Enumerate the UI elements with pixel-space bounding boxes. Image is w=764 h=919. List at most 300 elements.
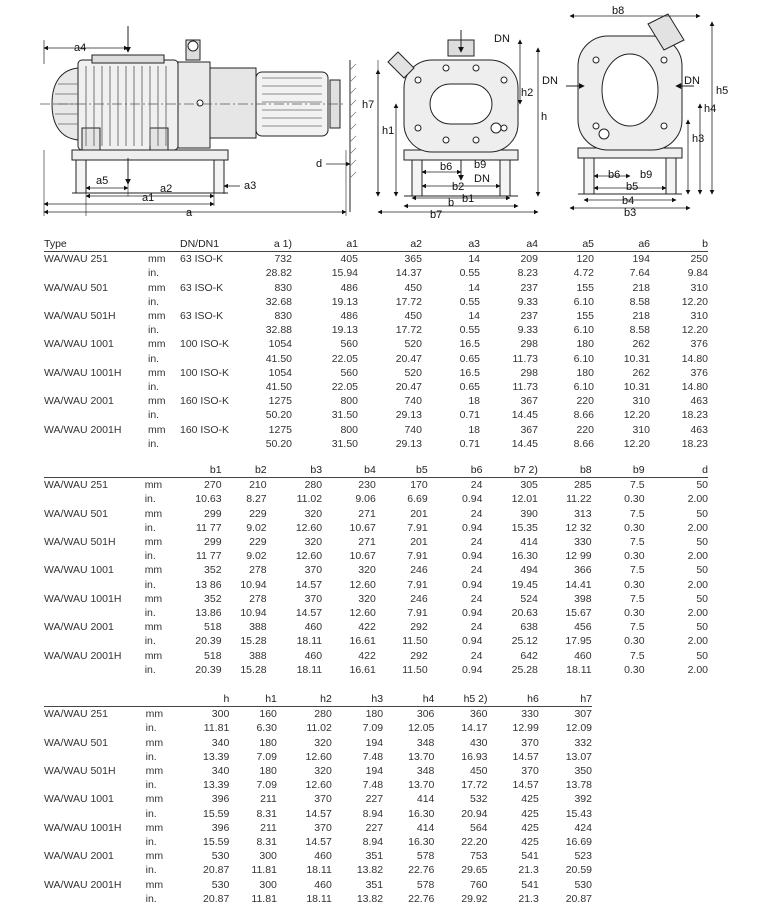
value-cell: 7.64 <box>629 267 650 280</box>
value-cell: 18.11 <box>566 663 592 676</box>
value-cell: 370 <box>521 736 539 749</box>
value-cell: 21.3 <box>518 892 539 905</box>
value-cell: 22.76 <box>408 864 435 877</box>
table-row <box>44 507 708 521</box>
label-a3: a3 <box>244 180 257 192</box>
value-cell: 278 <box>249 592 267 605</box>
value-cell: 532 <box>469 793 488 806</box>
column-header: b9 <box>592 463 645 478</box>
value-cell: 8.23 <box>517 267 538 280</box>
value-cell: 396 <box>211 821 230 834</box>
value-cell: 1275 <box>268 423 292 436</box>
model-cell <box>44 323 146 337</box>
unit-cell: mm <box>145 878 164 891</box>
value-cell: 12.60 <box>305 779 332 792</box>
value-cell: 210 <box>249 479 267 492</box>
column-header: a4 <box>480 237 538 252</box>
value-cell: 320 <box>358 564 376 577</box>
value-cell: 25.28 <box>511 663 538 676</box>
value-cell: 388 <box>249 649 267 662</box>
value-cell: 11 77 <box>196 521 222 534</box>
value-cell: 392 <box>574 793 592 806</box>
value-cell: 732 <box>274 253 292 266</box>
value-cell: 396 <box>211 793 230 806</box>
value-cell: 2.00 <box>687 550 708 563</box>
value-cell: 6.10 <box>573 324 594 337</box>
value-cell: 486 <box>340 281 358 294</box>
column-header: h2 <box>277 692 332 707</box>
value-cell: 18 <box>468 423 480 436</box>
value-cell: 425 <box>521 807 539 820</box>
value-cell: 24 <box>470 621 483 634</box>
value-cell: 518 <box>204 621 222 634</box>
value-cell: 330 <box>521 708 539 721</box>
value-cell: 305 <box>520 479 538 492</box>
unit-cell: in. <box>148 352 160 365</box>
column-header: a1 <box>292 237 358 252</box>
value-cell: 10.31 <box>623 381 650 394</box>
value-cell: 642 <box>520 649 538 662</box>
column-header: a3 <box>422 237 480 252</box>
value-cell: 229 <box>249 536 267 549</box>
value-cell: 1054 <box>268 366 292 379</box>
value-cell: 11.81 <box>203 722 230 735</box>
table-row <box>44 492 708 506</box>
column-header: h3 <box>332 692 383 707</box>
dn-cell <box>180 323 246 337</box>
model-cell: WA/WAU 2001H <box>44 649 122 662</box>
dn-cell <box>180 266 246 280</box>
value-cell: 12.60 <box>295 550 323 563</box>
dn-cell: 63 ISO-K <box>180 281 224 294</box>
value-cell: 10.67 <box>349 550 376 563</box>
value-cell: 360 <box>469 708 488 721</box>
value-cell: 351 <box>365 878 384 891</box>
dn-cell: 160 ISO-K <box>180 395 230 408</box>
model-cell <box>44 863 144 877</box>
value-cell: 405 <box>340 253 358 266</box>
value-cell: 310 <box>632 395 650 408</box>
value-cell: 20.94 <box>461 807 488 820</box>
model-cell <box>44 295 146 309</box>
table-row <box>44 394 708 408</box>
value-cell: 19.45 <box>511 578 538 591</box>
dimensions-table-a <box>44 237 708 451</box>
value-cell: 20.87 <box>203 892 230 905</box>
value-cell: 7.91 <box>407 607 428 620</box>
value-cell: 1275 <box>268 395 292 408</box>
model-cell: WA/WAU 501H <box>44 765 116 778</box>
value-cell: 16.93 <box>461 750 488 763</box>
label-b7: b7 <box>430 209 443 221</box>
unit-cell: mm <box>145 708 164 721</box>
value-cell: 12 32 <box>565 521 592 534</box>
value-cell: 740 <box>404 423 422 436</box>
value-cell: 24 <box>470 507 483 520</box>
value-cell: 16.5 <box>459 338 480 351</box>
value-cell: 292 <box>410 621 428 634</box>
value-cell: 24 <box>470 479 483 492</box>
unit-cell: in. <box>145 779 157 792</box>
model-cell: WA/WAU 2001 <box>44 621 114 634</box>
value-cell: 6.69 <box>407 493 428 506</box>
value-cell: 50 <box>696 621 708 634</box>
value-cell: 0.94 <box>461 550 483 563</box>
model-cell: WA/WAU 2001H <box>44 423 122 436</box>
value-cell: 218 <box>632 281 650 294</box>
model-cell: WA/WAU 1001 <box>44 793 114 806</box>
value-cell: 350 <box>574 765 592 778</box>
value-cell: 262 <box>632 366 650 379</box>
model-cell: WA/WAU 1001H <box>44 366 122 379</box>
unit-cell: in. <box>144 663 156 676</box>
value-cell: 760 <box>469 878 488 891</box>
value-cell: 300 <box>259 878 277 891</box>
value-cell: 300 <box>259 850 277 863</box>
table-header-row <box>44 237 708 252</box>
value-cell: 201 <box>410 536 428 549</box>
unit-cell: in. <box>148 381 160 394</box>
label-a: a <box>186 207 193 219</box>
unit-cell: mm <box>145 765 164 778</box>
dn-cell <box>180 380 246 394</box>
value-cell: 12.20 <box>681 324 708 337</box>
value-cell: 8.66 <box>573 437 594 450</box>
label-b6-rear: b6 <box>608 169 621 181</box>
value-cell: 830 <box>274 310 292 323</box>
model-cell <box>44 835 144 849</box>
value-cell: 246 <box>410 564 428 577</box>
label-b: b <box>448 197 455 209</box>
table-row <box>44 563 708 577</box>
label-h3: h3 <box>692 133 705 145</box>
value-cell: 0.65 <box>459 381 480 394</box>
value-cell: 14 <box>468 310 480 323</box>
column-header: a 1) <box>246 237 292 252</box>
value-cell: 11.50 <box>402 635 428 648</box>
unit-cell: in. <box>144 493 156 506</box>
column-header: b6 <box>428 463 483 478</box>
model-cell: WA/WAU 1001 <box>44 338 114 351</box>
value-cell: 194 <box>632 253 650 266</box>
unit-cell: mm <box>144 592 163 605</box>
value-cell: 21.3 <box>518 864 539 877</box>
unit-cell: in. <box>145 836 157 849</box>
value-cell: 270 <box>204 479 222 492</box>
model-cell <box>44 521 143 535</box>
value-cell: 753 <box>469 850 488 863</box>
value-cell: 299 <box>204 507 222 520</box>
value-cell: 299 <box>204 536 222 549</box>
value-cell: 425 <box>521 821 539 834</box>
value-cell: 530 <box>211 878 230 891</box>
table-row <box>44 366 708 380</box>
dn-cell <box>180 295 246 309</box>
value-cell: 12.20 <box>681 295 708 308</box>
value-cell: 271 <box>358 536 376 549</box>
value-cell: 22.76 <box>408 892 435 905</box>
table-row <box>44 592 708 606</box>
value-cell: 11.81 <box>251 892 277 905</box>
value-cell: 0.94 <box>461 493 483 506</box>
value-cell: 17.95 <box>565 635 592 648</box>
value-cell: 541 <box>521 850 539 863</box>
table-row <box>44 750 592 764</box>
value-cell: 578 <box>416 850 435 863</box>
unit-cell: mm <box>144 536 163 549</box>
column-header: b8 <box>538 463 592 478</box>
value-cell: 10.67 <box>349 521 376 534</box>
column-header: b4 <box>322 463 376 478</box>
dn-cell: 160 ISO-K <box>180 423 230 436</box>
value-cell: 15.28 <box>240 635 267 648</box>
model-cell: WA/WAU 501 <box>44 281 108 294</box>
value-cell: 15.67 <box>565 607 592 620</box>
value-cell: 365 <box>404 253 422 266</box>
dn-cell: 63 ISO-K <box>180 310 224 323</box>
table-row <box>44 634 708 648</box>
value-cell: 332 <box>574 736 592 749</box>
value-cell: 180 <box>365 708 384 721</box>
value-cell: 11.22 <box>566 493 592 506</box>
value-cell: 7.48 <box>362 779 384 792</box>
side-view-drawing <box>40 26 356 216</box>
label-dn-top: DN <box>494 33 510 45</box>
value-cell: 450 <box>469 765 488 778</box>
value-cell: 6.10 <box>573 381 594 394</box>
value-cell: 18 <box>468 395 480 408</box>
value-cell: 7.09 <box>362 722 384 735</box>
value-cell: 50 <box>696 536 708 549</box>
value-cell: 41.50 <box>265 352 292 365</box>
value-cell: 24 <box>470 649 483 662</box>
value-cell: 12.20 <box>623 437 650 450</box>
value-cell: 460 <box>574 649 592 662</box>
table-row <box>44 578 708 592</box>
value-cell: 20.87 <box>203 864 230 877</box>
value-cell: 2.00 <box>687 521 708 534</box>
dn-cell <box>180 408 246 422</box>
value-cell: 8.58 <box>629 324 650 337</box>
label-h4: h4 <box>704 103 717 115</box>
value-cell: 8.27 <box>246 493 267 506</box>
value-cell: 7.48 <box>362 750 384 763</box>
value-cell: 50 <box>696 592 708 605</box>
value-cell: 16.30 <box>408 807 435 820</box>
table-row <box>44 649 708 663</box>
value-cell: 16.30 <box>408 836 435 849</box>
model-cell <box>44 750 144 764</box>
unit-cell: in. <box>144 607 156 620</box>
value-cell: 237 <box>520 310 538 323</box>
value-cell: 14.80 <box>681 352 708 365</box>
model-cell: WA/WAU 1001H <box>44 592 122 605</box>
model-cell <box>44 578 143 592</box>
value-cell: 430 <box>469 736 488 749</box>
value-cell: 800 <box>340 395 358 408</box>
unit-cell: in. <box>144 635 156 648</box>
model-cell <box>44 437 146 451</box>
unit-cell: mm <box>148 310 166 323</box>
value-cell: 15.35 <box>511 521 538 534</box>
value-cell: 740 <box>404 395 422 408</box>
table-row <box>44 863 592 877</box>
value-cell: 12.09 <box>565 722 592 735</box>
value-cell: 201 <box>410 507 428 520</box>
value-cell: 450 <box>404 281 422 294</box>
value-cell: 7.09 <box>256 750 277 763</box>
table-row <box>44 892 592 906</box>
value-cell: 227 <box>365 821 384 834</box>
unit-cell: in. <box>145 864 157 877</box>
unit-cell: in. <box>148 324 160 337</box>
value-cell: 16.69 <box>565 836 592 849</box>
model-cell: WA/WAU 501H <box>44 310 116 323</box>
label-b2: b2 <box>452 181 465 193</box>
model-cell: WA/WAU 501 <box>44 507 108 520</box>
table-header-row <box>44 463 708 478</box>
value-cell: 17.72 <box>461 779 488 792</box>
value-cell: 9.02 <box>246 550 267 563</box>
table-row <box>44 281 708 295</box>
value-cell: 285 <box>574 479 592 492</box>
value-cell: 280 <box>314 708 332 721</box>
value-cell: 14 <box>468 253 480 266</box>
unit-cell: mm <box>148 395 166 408</box>
value-cell: 800 <box>340 423 358 436</box>
value-cell: 17.72 <box>395 295 422 308</box>
model-cell: WA/WAU 2001 <box>44 395 114 408</box>
value-cell: 8.66 <box>573 409 594 422</box>
value-cell: 12.60 <box>349 607 376 620</box>
value-cell: 520 <box>404 338 422 351</box>
unit-cell: mm <box>148 366 166 379</box>
column-header: h <box>176 692 229 707</box>
column-header: h6 <box>488 692 539 707</box>
model-cell <box>44 266 146 280</box>
table-row <box>44 535 708 549</box>
value-cell: 24 <box>470 564 483 577</box>
table-row <box>44 478 708 493</box>
value-cell: 0.55 <box>459 295 480 308</box>
value-cell: 13.39 <box>203 750 230 763</box>
column-header: h4 <box>383 692 434 707</box>
value-cell: 292 <box>410 649 428 662</box>
value-cell: 13.82 <box>356 864 384 877</box>
model-cell: WA/WAU 501H <box>44 536 116 549</box>
value-cell: 370 <box>304 564 323 577</box>
model-cell <box>44 663 143 677</box>
value-cell: 414 <box>520 536 538 549</box>
unit-cell: mm <box>145 736 164 749</box>
value-cell: 50 <box>696 507 708 520</box>
value-cell: 0.94 <box>461 663 483 676</box>
column-header: Type <box>44 237 146 252</box>
column-header: DN/DN1 <box>180 237 246 252</box>
value-cell: 246 <box>410 592 428 605</box>
unit-cell: in. <box>148 295 160 308</box>
column-header: h5 2) <box>434 692 487 707</box>
value-cell: 0.65 <box>459 352 480 365</box>
table-row <box>44 849 592 863</box>
value-cell: 209 <box>520 253 538 266</box>
value-cell: 20.63 <box>511 607 538 620</box>
table-header-row <box>44 692 592 707</box>
value-cell: 494 <box>520 564 538 577</box>
dimensions-table-b <box>44 463 708 677</box>
column-header: b3 <box>267 463 322 478</box>
model-cell <box>44 721 144 735</box>
value-cell: 0.30 <box>624 521 645 534</box>
unit-cell: mm <box>144 564 163 577</box>
value-cell: 0.94 <box>461 635 483 648</box>
table-row <box>44 549 708 563</box>
value-cell: 15.59 <box>203 836 230 849</box>
value-cell: 18.11 <box>306 864 332 877</box>
label-b8: b8 <box>612 5 625 17</box>
value-cell: 460 <box>304 621 323 634</box>
value-cell: 11.02 <box>306 722 332 735</box>
unit-cell: in. <box>145 750 157 763</box>
dn-cell: 100 ISO-K <box>180 366 230 379</box>
table-row <box>44 295 708 309</box>
value-cell: 370 <box>304 592 323 605</box>
column-header: a6 <box>594 237 650 252</box>
value-cell: 541 <box>521 878 539 891</box>
value-cell: 10.94 <box>240 607 267 620</box>
value-cell: 22.05 <box>331 352 358 365</box>
table-row <box>44 521 708 535</box>
value-cell: 398 <box>574 592 592 605</box>
value-cell: 414 <box>416 821 435 834</box>
value-cell: 7.5 <box>629 507 645 520</box>
value-cell: 170 <box>410 479 428 492</box>
value-cell: 351 <box>365 850 384 863</box>
value-cell: 18.11 <box>306 892 332 905</box>
value-cell: 15.43 <box>565 807 592 820</box>
value-cell: 0.55 <box>459 324 480 337</box>
value-cell: 425 <box>521 793 539 806</box>
table-row <box>44 707 592 722</box>
value-cell: 28.82 <box>265 267 292 280</box>
value-cell: 15.28 <box>240 663 267 676</box>
value-cell: 348 <box>416 765 435 778</box>
value-cell: 13.39 <box>203 779 230 792</box>
label-dn-bottom: DN <box>474 173 490 185</box>
value-cell: 31.50 <box>331 437 358 450</box>
model-cell <box>44 892 144 906</box>
value-cell: 14.37 <box>395 267 422 280</box>
column-header: h7 <box>539 692 592 707</box>
unit-cell: mm <box>144 507 163 520</box>
value-cell: 31.50 <box>331 409 358 422</box>
unit-cell: mm <box>148 253 166 266</box>
table-row <box>44 423 708 437</box>
value-cell: 348 <box>416 736 435 749</box>
value-cell: 7.5 <box>629 479 645 492</box>
value-cell: 180 <box>576 338 594 351</box>
value-cell: 7.91 <box>407 578 428 591</box>
value-cell: 6.30 <box>256 722 277 735</box>
unit-cell: in. <box>144 578 156 591</box>
value-cell: 8.31 <box>256 807 277 820</box>
value-cell: 29.92 <box>461 892 488 905</box>
value-cell: 425 <box>521 836 539 849</box>
unit-cell: mm <box>144 649 163 662</box>
value-cell: 20.39 <box>195 663 222 676</box>
value-cell: 12.60 <box>349 578 376 591</box>
value-cell: 367 <box>520 395 538 408</box>
